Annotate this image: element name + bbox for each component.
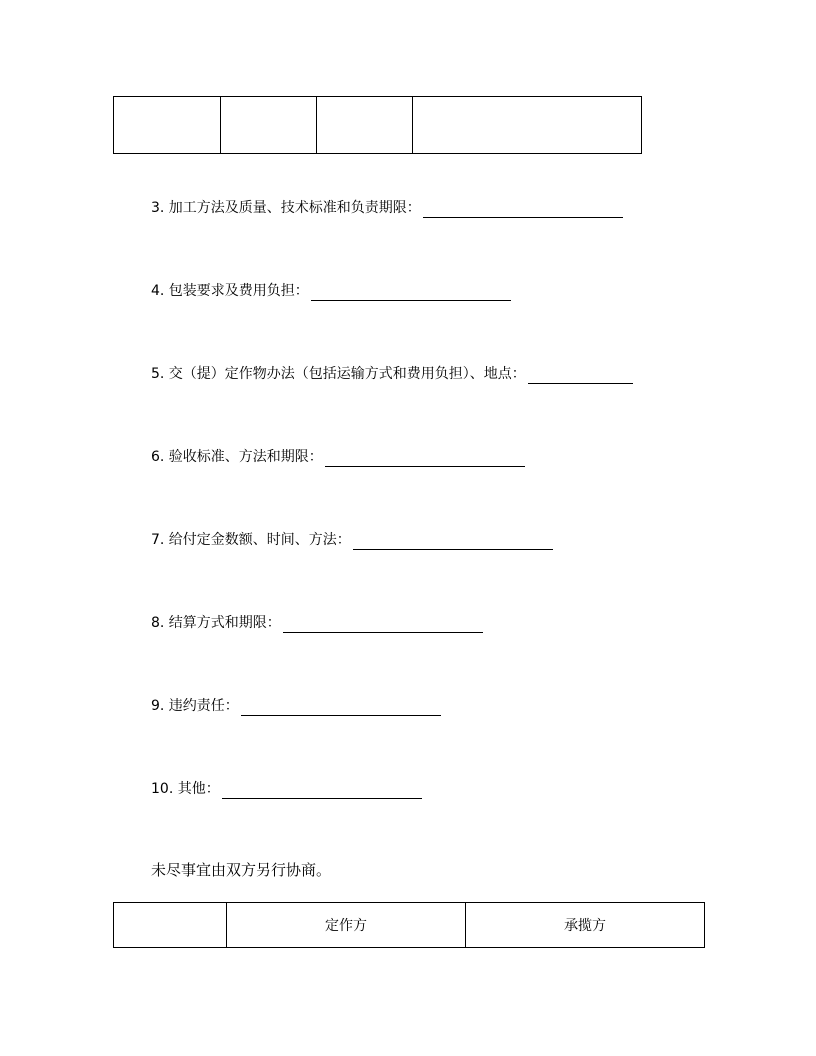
table-header-cell: 承揽方 — [466, 903, 705, 948]
clause-label: 3. 加工方法及质量、技术标准和负责期限： — [151, 200, 421, 216]
fill-in-blank[interactable] — [528, 367, 633, 384]
clause-label: 7. 给付定金数额、时间、方法： — [151, 532, 351, 548]
clause-label: 4. 包装要求及费用负担： — [151, 283, 309, 299]
table-cell — [317, 97, 413, 154]
clause-label: 6. 验收标准、方法和期限： — [151, 449, 323, 465]
fill-in-blank[interactable] — [353, 533, 553, 550]
clause-label: 10. 其他： — [151, 781, 220, 797]
table-cell — [114, 903, 227, 948]
clause-label: 5. 交（提）定作物办法（包括运输方式和费用负担）、地点： — [151, 366, 526, 382]
table-cell — [114, 97, 221, 154]
clause-7 — [151, 530, 553, 550]
fill-in-blank[interactable] — [325, 450, 525, 467]
clause-8 — [151, 613, 483, 633]
clause-label: 8. 结算方式和期限： — [151, 615, 281, 631]
fill-in-blank[interactable] — [283, 616, 483, 633]
table-row — [114, 97, 642, 154]
table-cell — [221, 97, 317, 154]
top-table — [113, 96, 642, 154]
closing-note: 未尽事宜由双方另行协商。 — [151, 861, 332, 879]
signature-table — [113, 902, 705, 948]
clause-5 — [151, 364, 633, 384]
table-cell — [413, 97, 642, 154]
table-header-cell: 定作方 — [227, 903, 466, 948]
clause-3 — [151, 198, 623, 218]
clause-4 — [151, 281, 511, 301]
fill-in-blank[interactable] — [222, 782, 422, 799]
clause-label: 9. 违约责任： — [151, 698, 239, 714]
clause-9 — [151, 696, 441, 716]
fill-in-blank[interactable] — [423, 201, 623, 218]
clause-10 — [151, 779, 422, 799]
clause-6 — [151, 447, 525, 467]
fill-in-blank[interactable] — [311, 284, 511, 301]
fill-in-blank[interactable] — [241, 699, 441, 716]
table-row — [114, 903, 705, 948]
